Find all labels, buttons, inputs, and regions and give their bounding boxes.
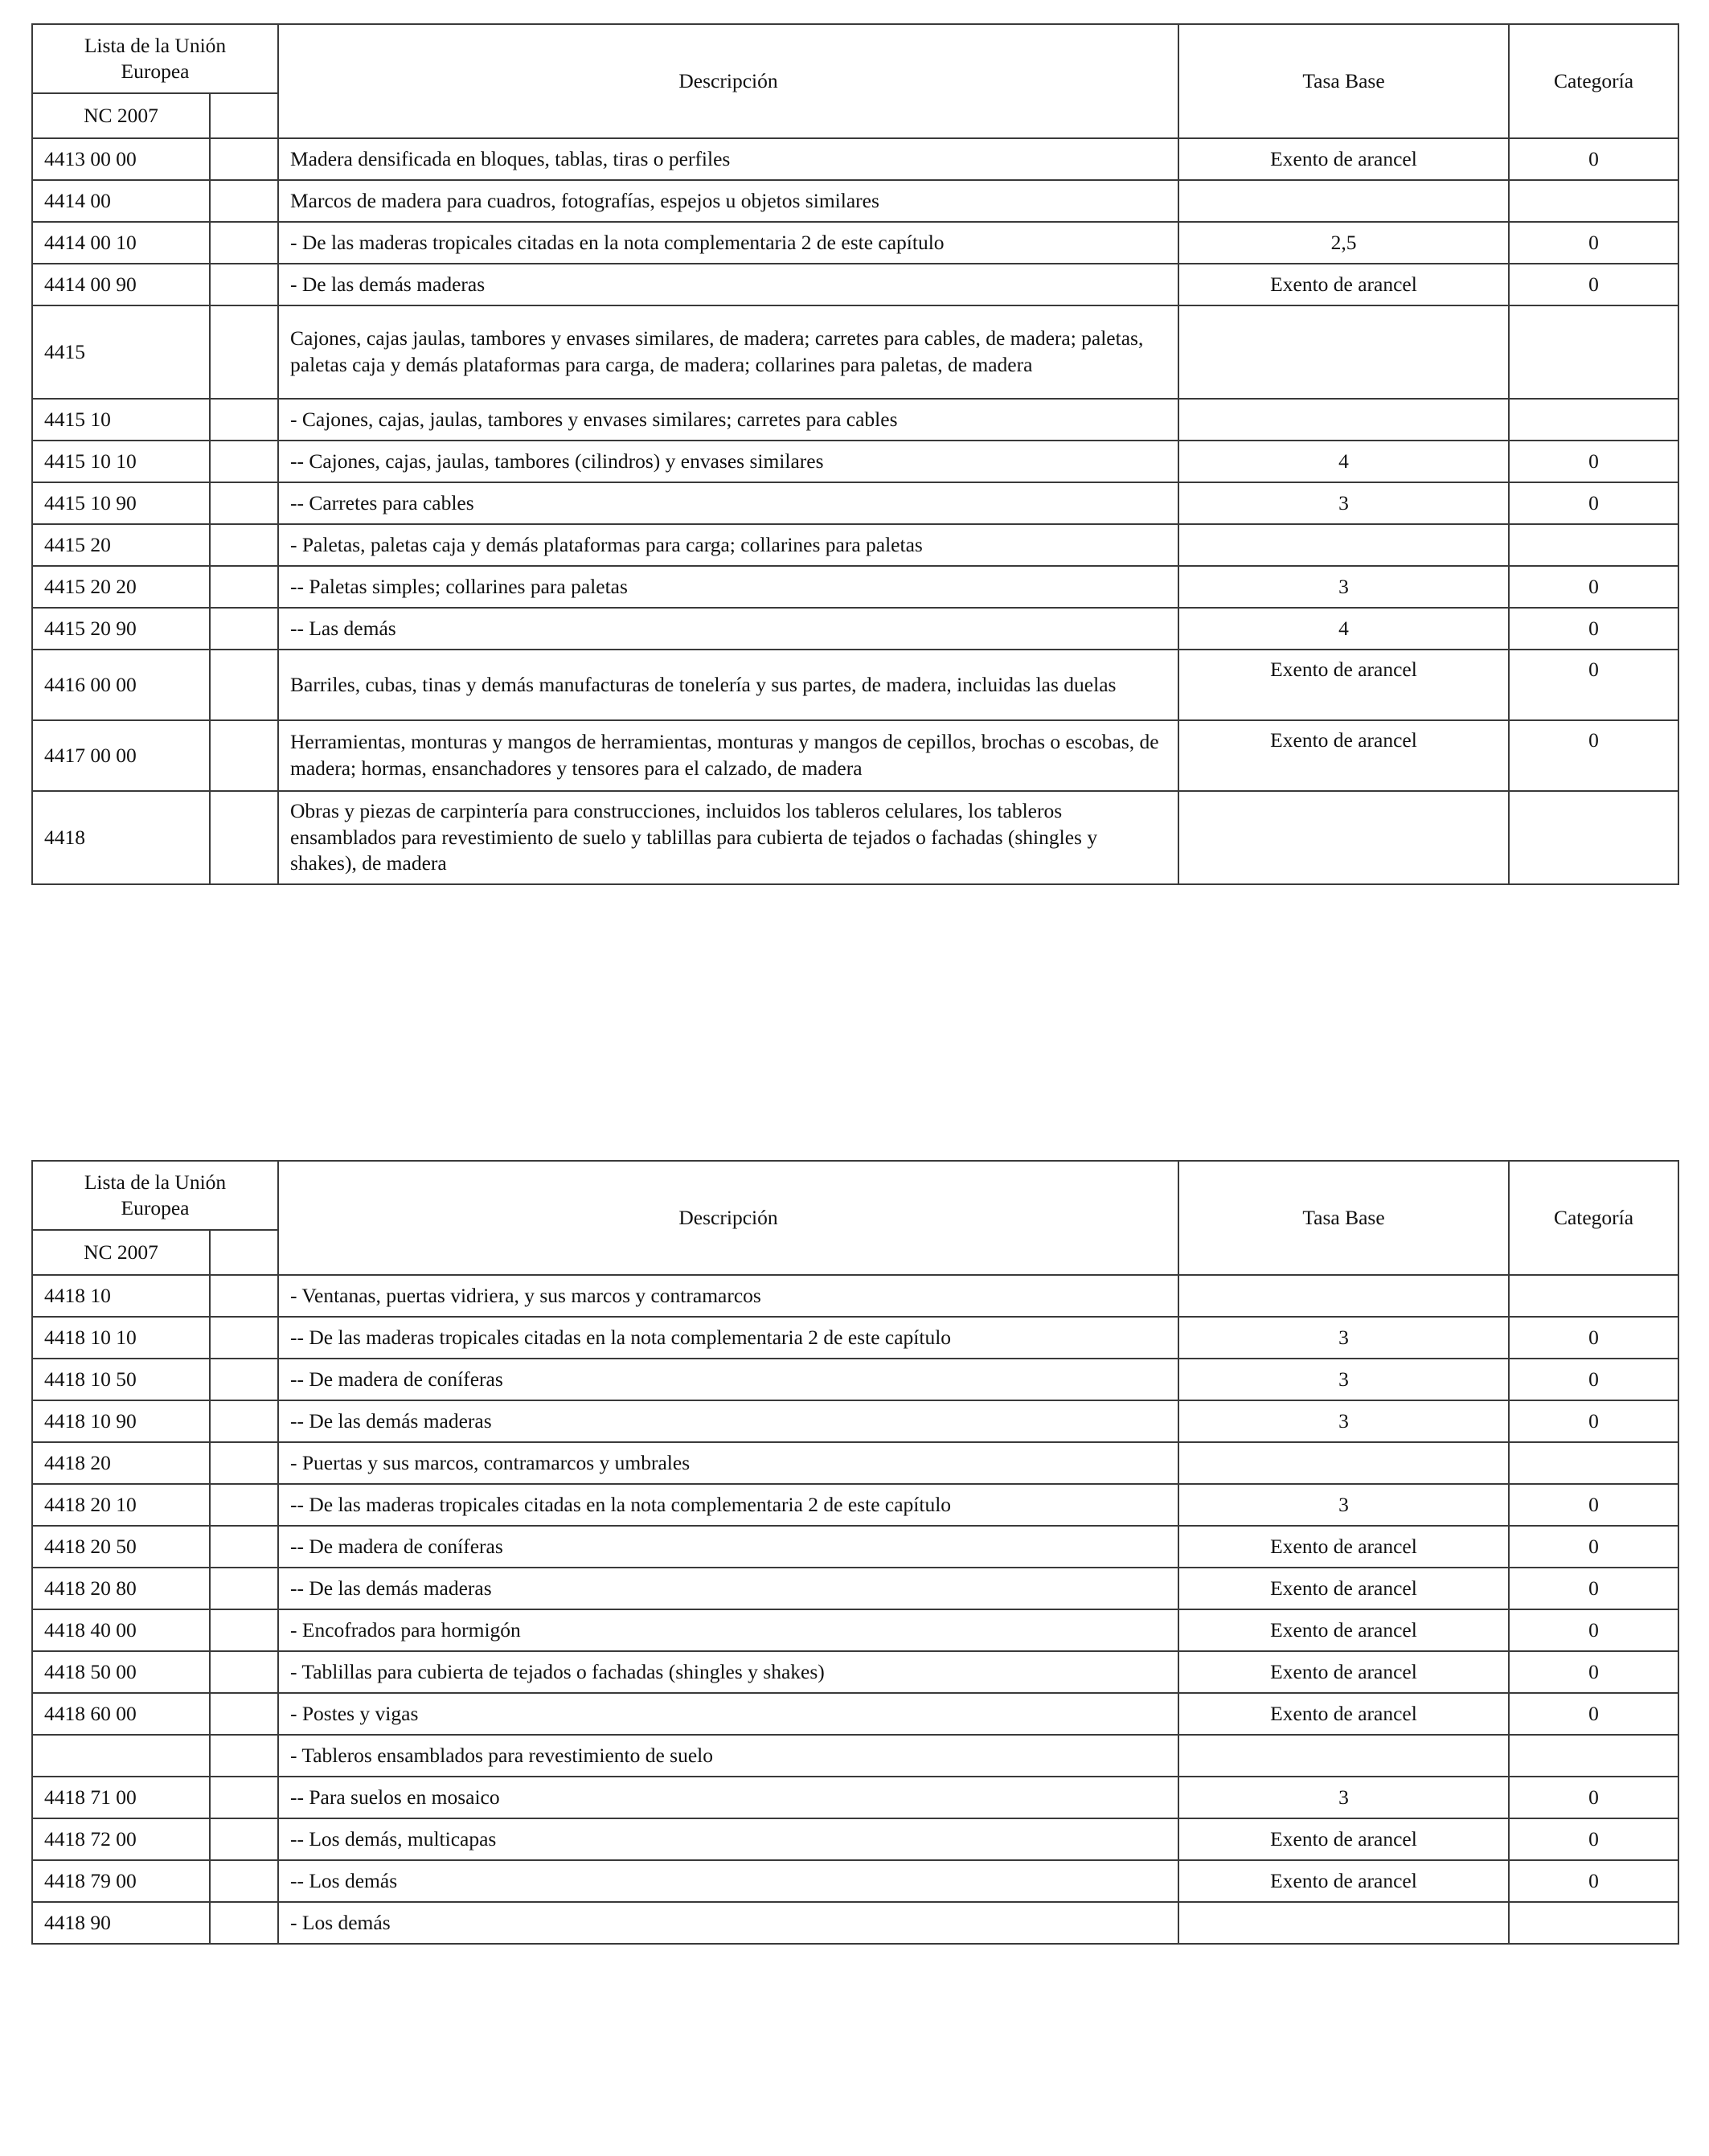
category-cell	[1509, 791, 1678, 884]
description-cell: Madera densificada en bloques, tablas, tiras o perfiles	[278, 138, 1178, 180]
category-cell: 0	[1509, 1693, 1678, 1735]
code-cell: 4418 72 00	[32, 1818, 210, 1860]
sub-cell	[210, 791, 278, 884]
sub-cell	[210, 1902, 278, 1944]
category-cell: 0	[1509, 1651, 1678, 1693]
description-cell: -- Los demás, multicapas	[278, 1818, 1178, 1860]
category-cell: 0	[1509, 1317, 1678, 1359]
header-base-rate: Tasa Base	[1178, 24, 1509, 138]
category-cell: 0	[1509, 1484, 1678, 1526]
description-cell: -- Las demás	[278, 608, 1178, 650]
table-row	[32, 1400, 1678, 1442]
table-row	[32, 524, 1678, 566]
sub-cell	[210, 1484, 278, 1526]
rate-cell: 2,5	[1178, 222, 1509, 264]
table-row	[32, 138, 1678, 180]
description-cell: -- Para suelos en mosaico	[278, 1777, 1178, 1818]
rate-cell	[1178, 305, 1509, 399]
code-cell: 4415 10 10	[32, 441, 210, 482]
rate-cell: 3	[1178, 566, 1509, 608]
header-category: Categoría	[1509, 24, 1678, 138]
code-cell: 4418 10 50	[32, 1359, 210, 1400]
header-base-rate: Tasa Base	[1178, 1161, 1509, 1275]
category-cell: 0	[1509, 566, 1678, 608]
rate-cell: 3	[1178, 1317, 1509, 1359]
description-cell: - De las demás maderas	[278, 264, 1178, 305]
table-row	[32, 482, 1678, 524]
code-cell: 4415 20 90	[32, 608, 210, 650]
description-cell: - Postes y vigas	[278, 1693, 1178, 1735]
rate-cell: Exento de arancel	[1178, 264, 1509, 305]
table-row	[32, 1860, 1678, 1902]
rate-cell: Exento de arancel	[1178, 138, 1509, 180]
description-cell: - Tableros ensamblados para revestimiento de suelo	[278, 1735, 1178, 1777]
code-cell: 4415 10	[32, 399, 210, 441]
category-cell: 0	[1509, 222, 1678, 264]
description-cell: - Encofrados para hormigón	[278, 1609, 1178, 1651]
description-cell: - Cajones, cajas, jaulas, tambores y envases similares; carretes para cables	[278, 399, 1178, 441]
code-cell: 4415 10 90	[32, 482, 210, 524]
table-row	[32, 720, 1678, 791]
description-cell: - Puertas y sus marcos, contramarcos y umbrales	[278, 1442, 1178, 1484]
sub-cell	[210, 1275, 278, 1317]
category-cell: 0	[1509, 138, 1678, 180]
table-row	[32, 264, 1678, 305]
description-cell: -- Cajones, cajas, jaulas, tambores (cilindros) y envases similares	[278, 441, 1178, 482]
description-cell: - Ventanas, puertas vidriera, y sus marcos y contramarcos	[278, 1275, 1178, 1317]
sub-cell	[210, 650, 278, 720]
rate-cell: 3	[1178, 1359, 1509, 1400]
table-header-row	[32, 1161, 1678, 1230]
category-cell	[1509, 305, 1678, 399]
description-cell: -- De madera de coníferas	[278, 1526, 1178, 1568]
code-cell: 4418 20 10	[32, 1484, 210, 1526]
code-cell: 4418 90	[32, 1902, 210, 1944]
table-row	[32, 1693, 1678, 1735]
category-cell: 0	[1509, 720, 1678, 791]
rate-cell: Exento de arancel	[1178, 1860, 1509, 1902]
table-row	[32, 1526, 1678, 1568]
sub-cell	[210, 1693, 278, 1735]
code-cell: 4418 60 00	[32, 1693, 210, 1735]
description-cell: - Los demás	[278, 1902, 1178, 1944]
table-row	[32, 608, 1678, 650]
sub-cell	[210, 1400, 278, 1442]
description-cell: -- Paletas simples; collarines para paletas	[278, 566, 1178, 608]
sub-cell	[210, 1568, 278, 1609]
table-row	[32, 399, 1678, 441]
rate-cell: Exento de arancel	[1178, 1568, 1509, 1609]
code-cell: 4416 00 00	[32, 650, 210, 720]
code-cell	[32, 1735, 210, 1777]
sub-cell	[210, 1777, 278, 1818]
code-cell: 4418 20 50	[32, 1526, 210, 1568]
code-cell: 4418	[32, 791, 210, 884]
sub-cell	[210, 399, 278, 441]
sub-cell	[210, 264, 278, 305]
description-cell: Barriles, cubas, tinas y demás manufacturas de tonelería y sus partes, de madera, incluidas las duelas	[278, 650, 1178, 720]
table-row	[32, 1902, 1678, 1944]
table-row	[32, 1609, 1678, 1651]
sub-cell	[210, 1609, 278, 1651]
code-cell: 4418 71 00	[32, 1777, 210, 1818]
category-cell	[1509, 1902, 1678, 1944]
category-cell: 0	[1509, 1860, 1678, 1902]
sub-cell	[210, 1442, 278, 1484]
code-cell: 4418 79 00	[32, 1860, 210, 1902]
code-cell: 4418 10	[32, 1275, 210, 1317]
sub-cell	[210, 1359, 278, 1400]
header-description: Descripción	[278, 24, 1178, 138]
table-row	[32, 1317, 1678, 1359]
code-cell: 4418 10 90	[32, 1400, 210, 1442]
code-cell: 4414 00	[32, 180, 210, 222]
category-cell: 0	[1509, 441, 1678, 482]
sub-cell	[210, 524, 278, 566]
header-nc-2007: NC 2007	[32, 93, 210, 138]
sub-cell	[210, 1317, 278, 1359]
category-cell: 0	[1509, 1609, 1678, 1651]
rate-cell: 3	[1178, 482, 1509, 524]
description-cell: Marcos de madera para cuadros, fotografías, espejos u objetos similares	[278, 180, 1178, 222]
code-cell: 4418 20	[32, 1442, 210, 1484]
rate-cell	[1178, 1735, 1509, 1777]
category-cell: 0	[1509, 608, 1678, 650]
category-cell: 0	[1509, 650, 1678, 720]
description-cell: Herramientas, monturas y mangos de herramientas, monturas y mangos de cepillos, brochas o escobas, de madera; hormas, ensanchadores y tensores para el calzado, de madera	[278, 720, 1178, 791]
table-row	[32, 566, 1678, 608]
category-cell: 0	[1509, 264, 1678, 305]
description-cell: -- De las maderas tropicales citadas en la nota complementaria 2 de este capítulo	[278, 1484, 1178, 1526]
sub-cell	[210, 1818, 278, 1860]
header-empty-cell	[210, 93, 278, 138]
rate-cell: 4	[1178, 608, 1509, 650]
description-cell: -- Carretes para cables	[278, 482, 1178, 524]
rate-cell: 3	[1178, 1777, 1509, 1818]
rate-cell: 3	[1178, 1484, 1509, 1526]
rate-cell: Exento de arancel	[1178, 1693, 1509, 1735]
sub-cell	[210, 1651, 278, 1693]
tariff-table-1	[31, 23, 1679, 885]
header-empty-cell	[210, 1230, 278, 1275]
sub-cell	[210, 608, 278, 650]
table-row	[32, 1359, 1678, 1400]
header-nc-2007: NC 2007	[32, 1230, 210, 1275]
category-cell: 0	[1509, 1818, 1678, 1860]
description-cell: -- De las maderas tropicales citadas en la nota complementaria 2 de este capítulo	[278, 1317, 1178, 1359]
category-cell: 0	[1509, 482, 1678, 524]
header-eu-list: Lista de la Unión Europea	[32, 1161, 278, 1230]
table-row	[32, 1735, 1678, 1777]
tariff-table-2	[31, 1160, 1679, 1945]
code-cell: 4418 20 80	[32, 1568, 210, 1609]
code-cell: 4418 10 10	[32, 1317, 210, 1359]
code-cell: 4418 40 00	[32, 1609, 210, 1651]
sub-cell	[210, 222, 278, 264]
rate-cell	[1178, 180, 1509, 222]
sub-cell	[210, 720, 278, 791]
rate-cell	[1178, 1275, 1509, 1317]
rate-cell: Exento de arancel	[1178, 1609, 1509, 1651]
description-cell: -- De las demás maderas	[278, 1568, 1178, 1609]
category-cell	[1509, 1275, 1678, 1317]
description-cell: Obras y piezas de carpintería para construcciones, incluidos los tableros celulares, los tableros ensamblados para revestimiento de suelo y tablillas para cubierta de tejados o fachadas (shingles y shakes), de madera	[278, 791, 1178, 884]
description-cell: Cajones, cajas jaulas, tambores y envases similares, de madera; carretes para cables, de madera; paletas, paletas caja y demás plataformas para carga, de madera; collarines para paletas, de madera	[278, 305, 1178, 399]
header-description: Descripción	[278, 1161, 1178, 1275]
rate-cell: 3	[1178, 1400, 1509, 1442]
table-row	[32, 1818, 1678, 1860]
rate-cell: Exento de arancel	[1178, 1651, 1509, 1693]
header-category: Categoría	[1509, 1161, 1678, 1275]
rate-cell: Exento de arancel	[1178, 650, 1509, 720]
rate-cell	[1178, 1442, 1509, 1484]
code-cell: 4415 20	[32, 524, 210, 566]
category-cell: 0	[1509, 1568, 1678, 1609]
category-cell: 0	[1509, 1777, 1678, 1818]
rate-cell	[1178, 524, 1509, 566]
rate-cell	[1178, 1902, 1509, 1944]
table-row	[32, 1568, 1678, 1609]
code-cell: 4415 20 20	[32, 566, 210, 608]
table-row	[32, 441, 1678, 482]
code-cell: 4418 50 00	[32, 1651, 210, 1693]
rate-cell: 4	[1178, 441, 1509, 482]
code-cell: 4415	[32, 305, 210, 399]
code-cell: 4414 00 90	[32, 264, 210, 305]
description-cell: -- De las demás maderas	[278, 1400, 1178, 1442]
category-cell	[1509, 524, 1678, 566]
table-row	[32, 791, 1678, 884]
sub-cell	[210, 180, 278, 222]
description-cell: - De las maderas tropicales citadas en la nota complementaria 2 de este capítulo	[278, 222, 1178, 264]
description-cell: -- Los demás	[278, 1860, 1178, 1902]
description-cell: - Tablillas para cubierta de tejados o fachadas (shingles y shakes)	[278, 1651, 1178, 1693]
sub-cell	[210, 138, 278, 180]
code-cell: 4417 00 00	[32, 720, 210, 791]
table-row	[32, 305, 1678, 399]
sub-cell	[210, 566, 278, 608]
table-row	[32, 1484, 1678, 1526]
table-header-row	[32, 24, 1678, 93]
code-cell: 4413 00 00	[32, 138, 210, 180]
table-row	[32, 222, 1678, 264]
rate-cell	[1178, 791, 1509, 884]
code-cell: 4414 00 10	[32, 222, 210, 264]
category-cell: 0	[1509, 1400, 1678, 1442]
rate-cell: Exento de arancel	[1178, 1526, 1509, 1568]
category-cell	[1509, 180, 1678, 222]
table-row	[32, 1442, 1678, 1484]
description-cell: -- De madera de coníferas	[278, 1359, 1178, 1400]
table-row	[32, 1275, 1678, 1317]
sub-cell	[210, 305, 278, 399]
sub-cell	[210, 1735, 278, 1777]
sub-cell	[210, 482, 278, 524]
category-cell	[1509, 399, 1678, 441]
rate-cell: Exento de arancel	[1178, 720, 1509, 791]
rate-cell	[1178, 399, 1509, 441]
sub-cell	[210, 1526, 278, 1568]
description-cell: - Paletas, paletas caja y demás plataformas para carga; collarines para paletas	[278, 524, 1178, 566]
sub-cell	[210, 1860, 278, 1902]
table-row	[32, 1651, 1678, 1693]
header-eu-list: Lista de la Unión Europea	[32, 24, 278, 93]
table-row	[32, 650, 1678, 720]
rate-cell: Exento de arancel	[1178, 1818, 1509, 1860]
category-cell	[1509, 1442, 1678, 1484]
sub-cell	[210, 441, 278, 482]
category-cell	[1509, 1735, 1678, 1777]
table-row	[32, 1777, 1678, 1818]
category-cell: 0	[1509, 1359, 1678, 1400]
category-cell: 0	[1509, 1526, 1678, 1568]
table-row	[32, 180, 1678, 222]
